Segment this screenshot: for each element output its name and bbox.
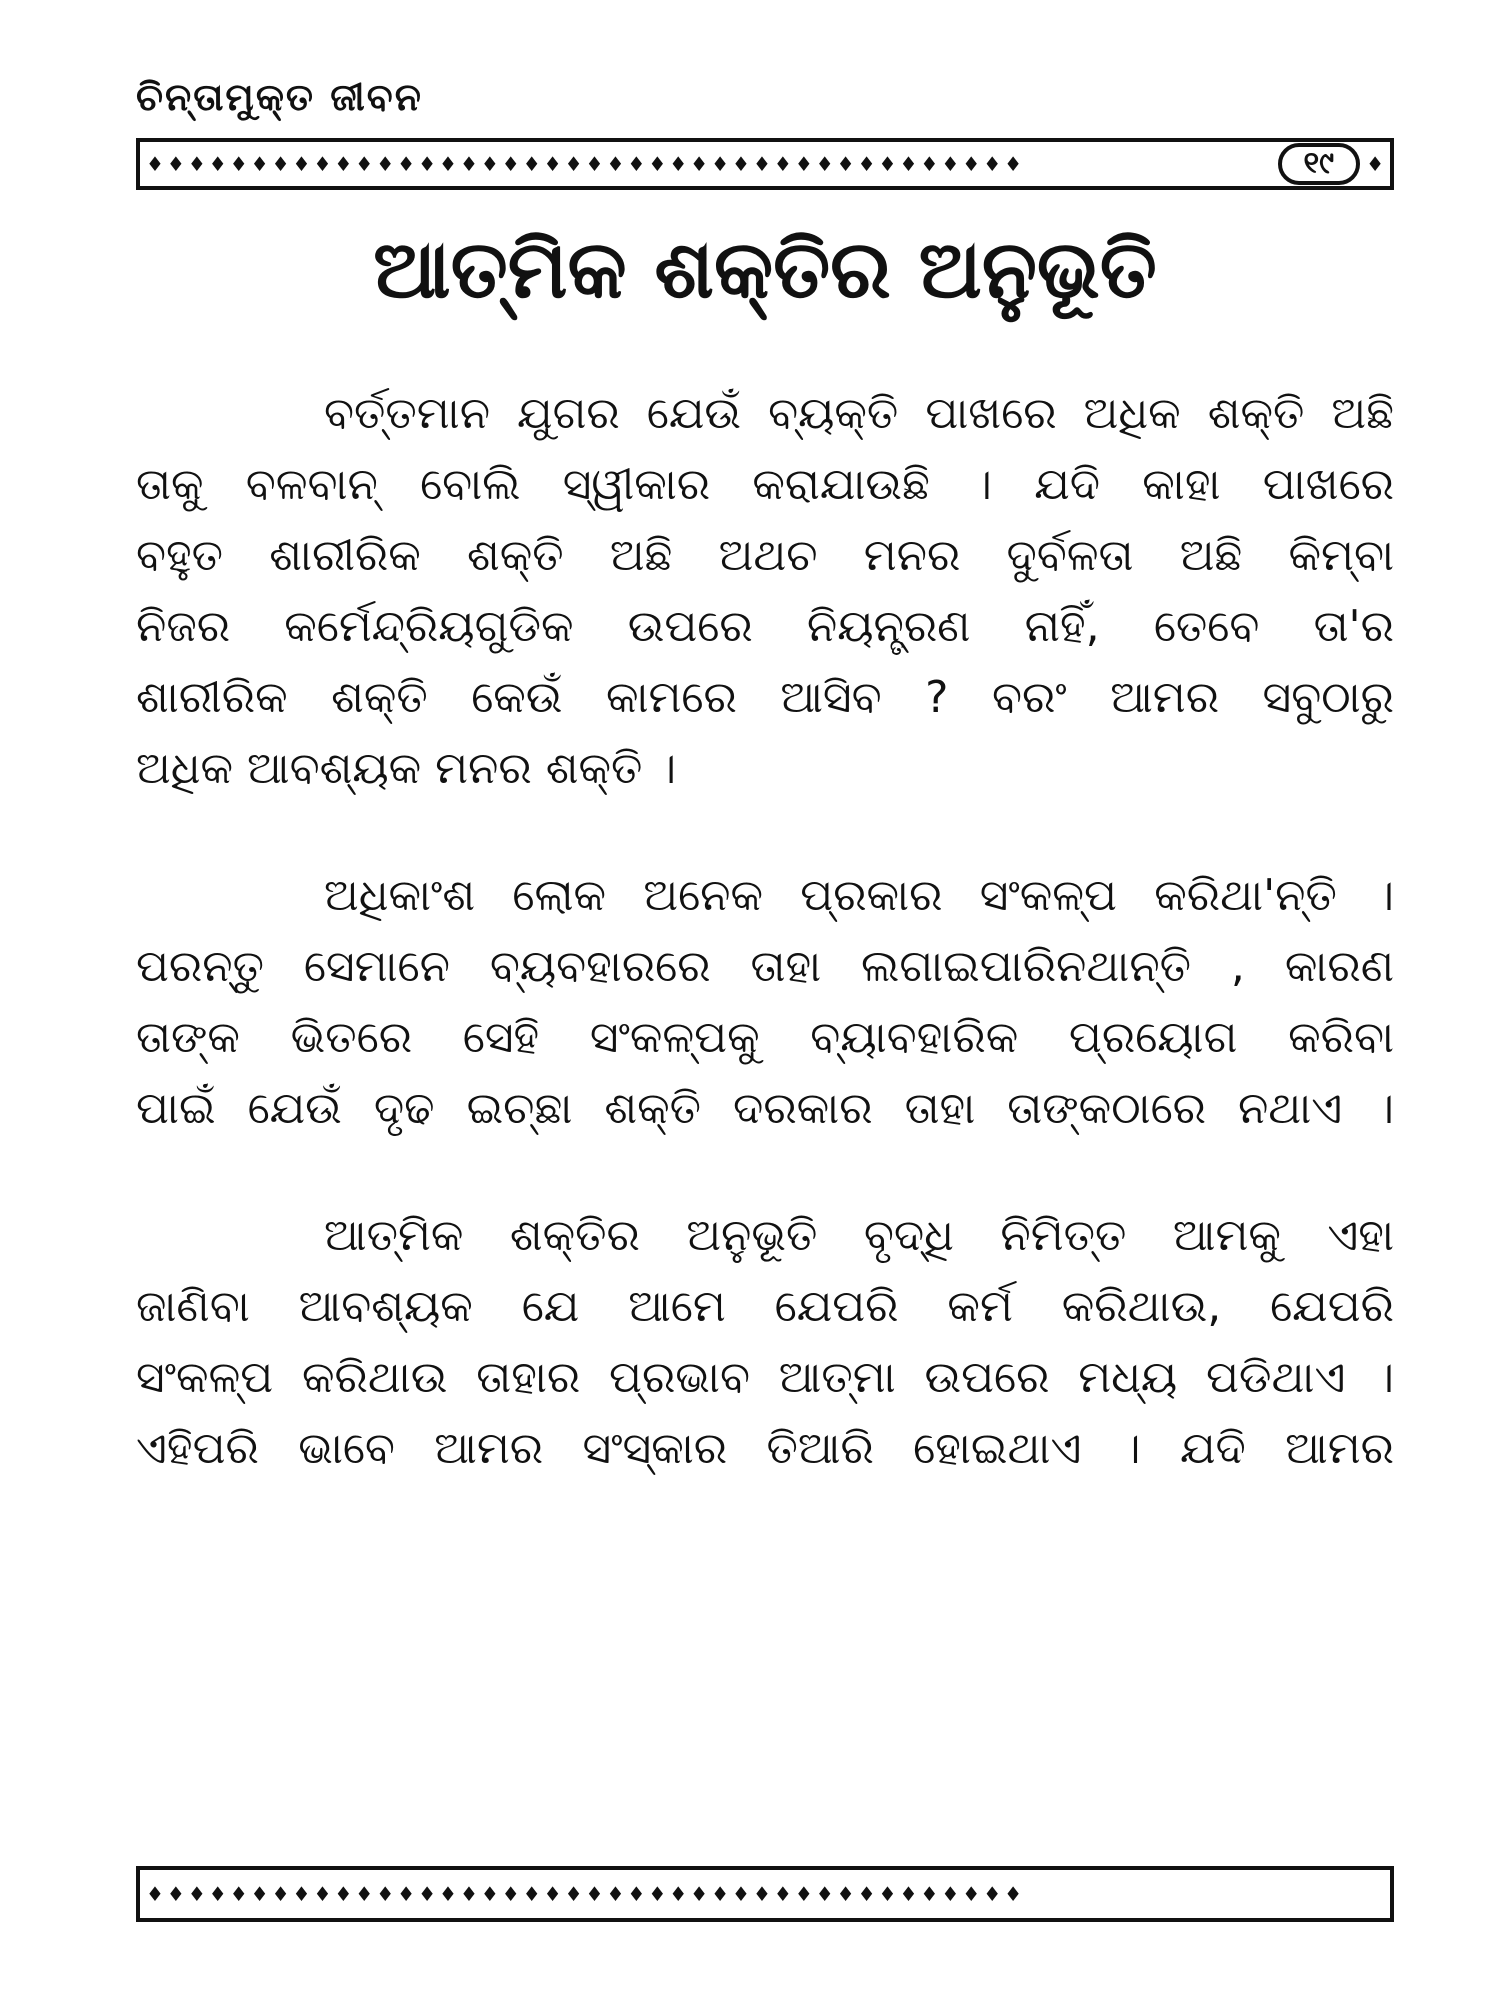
text-line: ତାକୁ ବଳବାନ୍ ବୋଲି ସ୍ୱୀକାର କରାଯାଉଛି । ଯଦି କାହା ପାଖରେ bbox=[136, 459, 1394, 510]
text-line: ବର୍ତ୍ତମାନ ଯୁଗର ଯେଉଁ ବ୍ୟକ୍ତି ପାଖରେ ଅଧିକ ଶକ୍ତି ଅଛି bbox=[324, 388, 1394, 439]
running-title: ଚିନ୍ତାମୁକ୍ତ ଜୀବନ bbox=[136, 75, 423, 119]
body-text bbox=[136, 378, 1394, 1540]
diamond-ornament-row: ♦♦♦♦♦♦♦♦♦♦♦♦♦♦♦♦♦♦♦♦♦♦♦♦♦♦♦♦♦♦♦♦♦♦♦♦♦♦♦♦♦♦ bbox=[146, 1884, 1026, 1904]
text-line: ଶାରୀରିକ ଶକ୍ତି କେଉଁ କାମରେ ଆସିବ ? ବରଂ ଆମର ସବୁଠାରୁ bbox=[136, 672, 1394, 723]
paragraph-1 bbox=[136, 378, 1394, 804]
paragraph-3 bbox=[136, 1200, 1394, 1484]
page-number: ୧୯ bbox=[1278, 143, 1361, 185]
text-line: ବହୁତ ଶାରୀରିକ ଶକ୍ତି ଅଛି ଅଥଚ ମନର ଦୁର୍ବଳତା ଅଛି କିମ୍ବା bbox=[136, 530, 1394, 581]
diamond-ornament-end: ♦ bbox=[1366, 152, 1384, 176]
text-line: ଅଧିକାଂଶ ଲୋକ ଅନେକ ପ୍ରକାର ସଂକଳ୍ପ କରିଥା'ନ୍ତି । bbox=[324, 870, 1394, 921]
text-line: ଆତ୍ମିକ ଶକ୍ତିର ଅନୁଭୂତି ବୃଦ୍ଧି ନିମିତ୍ତ ଆମକୁ ଏହା bbox=[324, 1210, 1394, 1261]
text-line: ଅଧିକ ଆବଶ୍ୟକ ମନର ଶକ୍ତି । bbox=[136, 743, 677, 794]
text-line: ପରନ୍ତୁ ସେମାନେ ବ୍ୟବହାରରେ ତାହା ଲଗାଇପାରିନଥାନ୍ତି , କାରଣ bbox=[136, 941, 1394, 992]
text-line: ନିଜର କର୍ମେନ୍ଦ୍ରିୟଗୁଡିକ ଉପରେ ନିୟନ୍ତ୍ରଣ ନାହିଁ, ତେବେ ତା'ର bbox=[136, 601, 1394, 652]
text-line: ପାଇଁ ଯେଉଁ ଦୃଢ ଇଚ୍ଛା ଶକ୍ତି ଦରକାର ତାହା ତାଙ୍କଠାରେ ନଥାଏ । bbox=[136, 1083, 1394, 1134]
chapter-title: ଆତ୍ମିକ ଶକ୍ତିର ଅନୁଭୂତି bbox=[373, 223, 1157, 316]
text-line: ତାଙ୍କ ଭିତରେ ସେହି ସଂକଳ୍ପକୁ ବ୍ୟାବହାରିକ ପ୍ରୟୋଗ କରିବା bbox=[136, 1012, 1394, 1063]
paragraph-2 bbox=[136, 860, 1394, 1144]
top-ornamental-border bbox=[136, 138, 1394, 190]
text-line: ଏହିପରି ଭାବେ ଆମର ସଂସ୍କାର ତିଆରି ହୋଇଥାଏ । ଯଦି ଆମର bbox=[136, 1423, 1394, 1474]
text-line: ସଂକଳ୍ପ କରିଥାଉ ତାହାର ପ୍ରଭାବ ଆତ୍ମା ଉପରେ ମଧ୍ୟ ପଡିଥାଏ । bbox=[136, 1352, 1394, 1403]
diamond-ornament-row: ♦♦♦♦♦♦♦♦♦♦♦♦♦♦♦♦♦♦♦♦♦♦♦♦♦♦♦♦♦♦♦♦♦♦♦♦♦♦♦♦♦♦ bbox=[146, 154, 1026, 174]
text-line: ଜାଣିବା ଆବଶ୍ୟକ ଯେ ଆମେ ଯେପରି କର୍ମ କରିଥାଉ, ଯେପରି bbox=[136, 1281, 1394, 1332]
bottom-ornamental-border bbox=[136, 1866, 1394, 1922]
